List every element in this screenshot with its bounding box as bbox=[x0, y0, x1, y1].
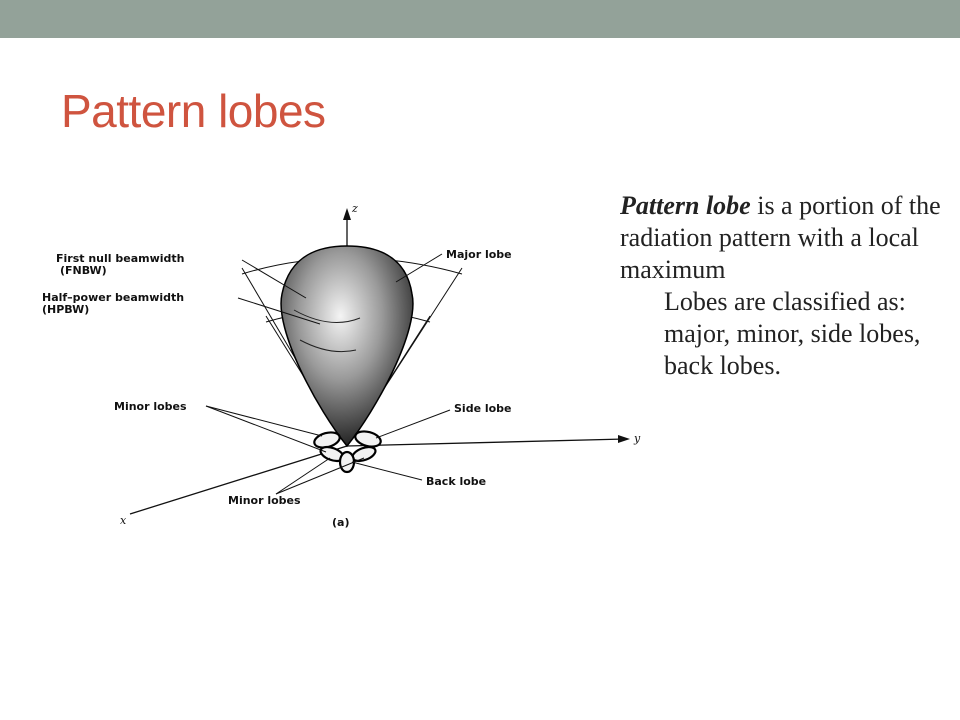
fnbw-label-line2: (FNBW) bbox=[60, 264, 107, 277]
leader-minor-lobes-bottom-a bbox=[276, 458, 330, 494]
classification-paragraph: Lobes are classified as: major, minor, side lobes, back lobes. bbox=[664, 287, 921, 380]
leader-side-lobe bbox=[376, 410, 450, 438]
y-axis-label: y bbox=[634, 432, 641, 445]
figure-caption: (a) bbox=[332, 516, 350, 529]
top-accent-bar bbox=[0, 0, 960, 38]
back-lobe-label: Back lobe bbox=[426, 475, 487, 488]
leader-minor-lobes-bottom-b bbox=[276, 458, 364, 494]
leader-minor-lobes-left-b bbox=[206, 406, 326, 452]
major-lobe-shape bbox=[281, 246, 413, 446]
back-lobe-shape bbox=[340, 452, 354, 472]
z-axis-label: z bbox=[352, 202, 358, 215]
radiation-pattern-diagram bbox=[30, 190, 641, 550]
slide-title: Pattern lobes bbox=[61, 85, 326, 137]
fnbw-label-line1: First null beamwidth bbox=[56, 252, 185, 265]
leader-back-lobe bbox=[352, 462, 422, 480]
definition-text: is a portion of the radiation pattern with a local maximum bbox=[620, 191, 941, 284]
definition-paragraph bbox=[620, 190, 960, 286]
radiation-pattern-figure bbox=[30, 190, 641, 550]
hpbw-label-line2: (HPBW) bbox=[42, 303, 90, 316]
z-axis-arrow bbox=[343, 208, 351, 220]
y-axis-arrow bbox=[618, 435, 630, 443]
major-lobe-label: Major lobe bbox=[446, 248, 512, 261]
minor-lobes-label-bottom: Minor lobes bbox=[228, 494, 301, 507]
minor-lobes-label-left: Minor lobes bbox=[114, 400, 187, 413]
leader-minor-lobes-left-a bbox=[206, 406, 322, 436]
slide-body-text bbox=[620, 190, 960, 382]
x-axis-label: x bbox=[120, 514, 127, 527]
y-axis bbox=[347, 439, 625, 446]
side-lobe-label: Side lobe bbox=[454, 402, 512, 415]
hpbw-label-line1: Half–power beamwidth bbox=[42, 291, 185, 304]
definition-term: Pattern lobe bbox=[620, 191, 751, 220]
